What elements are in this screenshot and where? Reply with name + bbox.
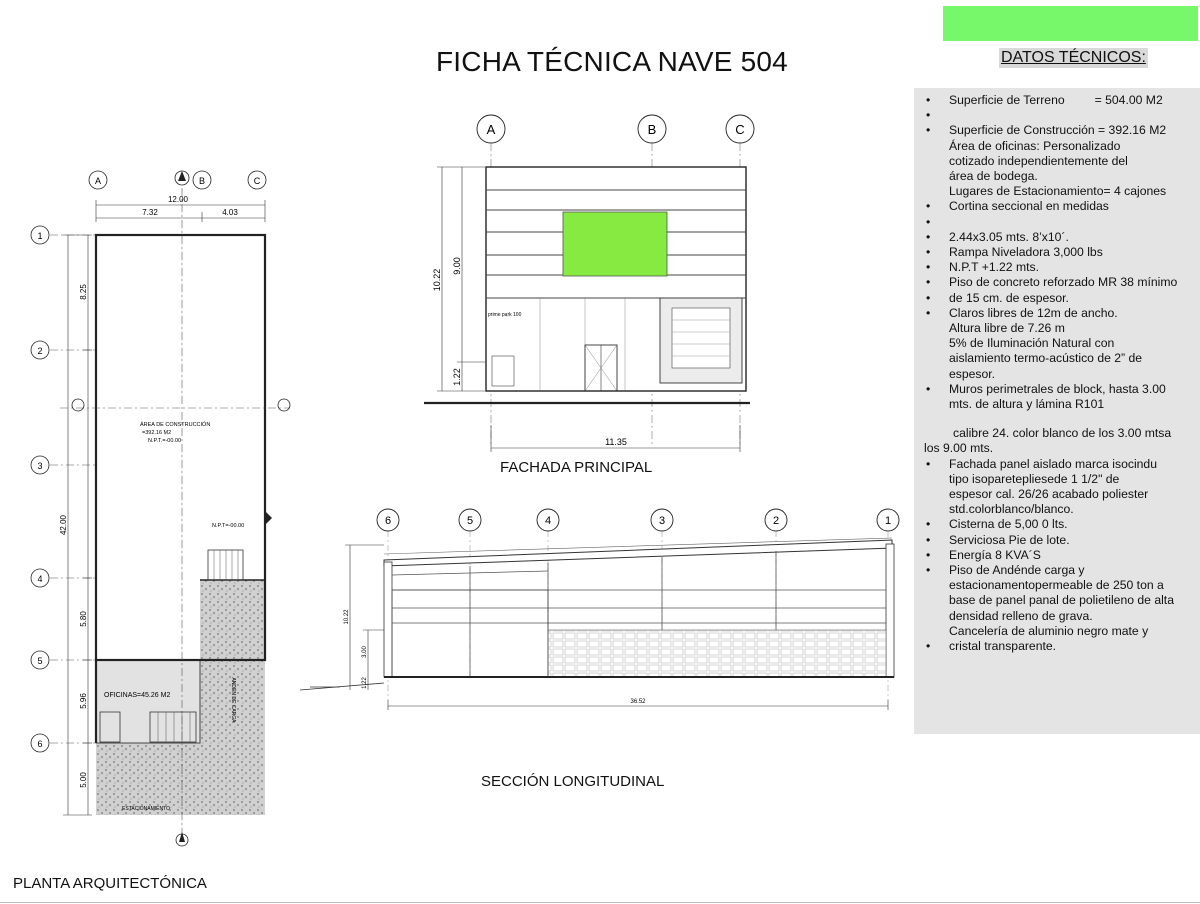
seccion-col-2: 2 [772, 515, 780, 527]
seccion-roof [384, 540, 892, 566]
spec-item [922, 108, 1198, 123]
seccion-col-6: 6 [384, 515, 392, 527]
planta-grid-cols [89, 171, 266, 189]
planta-col-c: C [253, 176, 261, 186]
spec-item [922, 563, 1198, 578]
spec-item [922, 215, 1198, 230]
spec-text: espesor. [949, 366, 996, 381]
spec-text: Energía 8 KVA´S [949, 547, 1041, 562]
fachada-col-b: B [647, 122, 657, 137]
spec-item [922, 139, 1198, 154]
spec-item [922, 639, 1198, 654]
spec-item [922, 93, 1198, 108]
spec-text: base de panel panal de polietileno de alta [949, 593, 1174, 608]
planta-dim-seg-4: 5.00 [79, 772, 88, 788]
spec-item [922, 457, 1198, 472]
planta-row-3: 3 [37, 461, 43, 471]
spec-text: Serviciosa Pie de lote. [949, 532, 1070, 547]
spec-item [922, 245, 1198, 260]
planta-dim-seg-2: 5.80 [79, 611, 88, 627]
seccion-col-5: 5 [466, 515, 474, 527]
spec-text: tipo isoparetepliesede 1 1/2" de [949, 471, 1120, 486]
fachada-sign-text: prime park 100 [488, 312, 522, 318]
spec-item [922, 351, 1198, 366]
spec-text: Piso de Andénde carga y [949, 563, 1085, 578]
spec-item [922, 397, 1198, 412]
spec-text: Cisterna de 5,00 0 lts. [949, 517, 1068, 532]
green-header-bar [943, 6, 1198, 41]
seccion-block-wall [548, 630, 886, 677]
spec-text: Área de oficinas: Personalizado [949, 138, 1121, 153]
planta-col-a: A [94, 176, 102, 186]
planta-row-1: 1 [37, 231, 43, 241]
spec-item [922, 336, 1198, 351]
fachada-dim-width: 11.35 [605, 437, 627, 447]
spec-item [922, 367, 1198, 382]
spec-text: Cortina seccional en medidas [949, 199, 1109, 214]
spec-item [922, 154, 1198, 169]
planta-caption: PLANTA ARQUITECTÓNICA [13, 875, 207, 892]
spec-text: Fachada panel aislado marca isocindu [949, 456, 1157, 471]
spec-text: cristal transparente. [949, 639, 1057, 654]
seccion-longitudinal-drawing [290, 505, 910, 715]
spec-text: aislamiento termo-acústico de 2” de [949, 351, 1143, 366]
spec-text: Cancelería de aluminio negro mate y [949, 623, 1149, 638]
spec-text: Superficie de Construcción = 392.16 M2 [949, 123, 1167, 138]
spec-item [922, 533, 1198, 548]
seccion-dim-height: 10.22 [344, 609, 350, 625]
spec-value: = 504.00 M2 [1094, 93, 1163, 107]
spec-text: 5% de Iluminación Natural con [949, 336, 1115, 351]
spec-text: 2.44x3.05 mts. 8’x10´. [949, 229, 1069, 244]
planta-dim-seg-3: 5.96 [79, 693, 88, 709]
seccion-col-3: 3 [658, 515, 666, 527]
seccion-dim-base: 1.22 [362, 677, 368, 689]
spec-text: Claros libres de 12m de ancho. [949, 305, 1118, 320]
spec-text: std.colorblanco/blanco. [949, 502, 1074, 517]
planta-dim-right: 4.03 [222, 208, 238, 217]
spec-text: mts. de altura y lámina R101 [949, 397, 1105, 412]
bottom-rule [0, 902, 1200, 903]
planta-estacionamiento-area [96, 743, 200, 815]
spec-item [922, 441, 1198, 456]
spec-item [922, 517, 1198, 532]
spec-text: área de bodega. [949, 169, 1038, 183]
seccion-dim-length: 36.52 [630, 699, 646, 705]
seccion-col-4: 4 [544, 515, 552, 527]
spec-item [922, 487, 1198, 502]
spec-text: calibre 24. color blanco de los 3.00 mtsa [953, 426, 1172, 441]
planta-oficinas-area [96, 660, 200, 743]
spec-text: N.P.T +1.22 mts. [949, 260, 1039, 275]
spec-text: cotizado independientemente del [949, 153, 1128, 168]
spec-text: Lugares de Estacionamiento= 4 cajones [949, 184, 1167, 199]
spec-item [922, 169, 1198, 184]
planta-grid-rows [31, 226, 49, 752]
spec-item [922, 472, 1198, 487]
planta-npt-label-2: N.P.T=-00.00 [212, 523, 245, 529]
spec-text: estacionamentopermeable de 250 ton a [949, 578, 1164, 593]
seccion-col-1: 1 [884, 515, 892, 527]
planta-arquitectonica-drawing [0, 150, 300, 870]
planta-dim-total-length: 42.00 [59, 514, 68, 536]
spec-item [922, 502, 1198, 517]
planta-dim-seg-1: 8.25 [79, 284, 88, 300]
spec-item [922, 291, 1198, 306]
spec-item [922, 306, 1198, 321]
spec-item [922, 382, 1198, 397]
spec-item [922, 426, 1198, 441]
spec-item [922, 321, 1198, 336]
fachada-principal-drawing [420, 110, 770, 460]
page-title: FICHA TÉCNICA NAVE 504 [436, 46, 788, 77]
spec-text: de 15 cm. de espesor. [949, 290, 1069, 305]
planta-anden-label: ANDÉN DE CARGA [230, 677, 236, 723]
spec-item [922, 275, 1198, 290]
fachada-caption: FACHADA PRINCIPAL [500, 459, 653, 476]
fachada-col-c: C [735, 122, 745, 137]
spec-text: densidad relleno de grava. [949, 608, 1093, 623]
spec-item [922, 260, 1198, 275]
spec-item [922, 123, 1198, 138]
spec-item [922, 199, 1198, 214]
spec-item [922, 593, 1198, 608]
specs-list-container [922, 93, 1198, 654]
seccion-caption: SECCIÓN LONGITUDINAL [481, 773, 665, 790]
planta-dim-left: 7.32 [142, 208, 158, 217]
fachada-green-panel [563, 212, 667, 276]
planta-row-4: 4 [37, 574, 43, 584]
planta-row-5: 5 [37, 656, 43, 666]
planta-row-2: 2 [37, 346, 43, 356]
spec-text: Rampa Niveladora 3,000 lbs [949, 245, 1103, 259]
spec-text: Altura libre de 7.26 m [949, 321, 1065, 336]
planta-row-6: 6 [37, 739, 43, 749]
planta-estacionamiento-label: ESTACIONAMIENTO [122, 806, 170, 812]
fachada-dim-height: 9.00 [452, 257, 462, 275]
spec-item [922, 230, 1198, 245]
specs-list [922, 93, 1198, 654]
fachada-col-a: A [486, 122, 496, 137]
spec-item [922, 609, 1198, 624]
planta-oficinas-label: OFICINAS=45.26 M2 [104, 692, 171, 699]
fachada-dim-total-height: 10.22 [432, 268, 442, 292]
planta-area-value: =392.16 M2 [142, 430, 172, 436]
seccion-dim-wall: 3.00 [362, 646, 368, 658]
spec-text: Piso de concreto reforzado MR 38 mínimo [949, 275, 1178, 290]
spec-item [922, 184, 1198, 199]
spec-text: los 9.00 mts. [924, 441, 994, 456]
fachada-dim-base: 1.22 [452, 368, 462, 386]
planta-npt-label: N.P.T.=-00.00 [148, 438, 182, 444]
planta-col-b: B [198, 176, 206, 186]
spec-item [922, 548, 1198, 563]
spec-text: espesor cal. 26/26 acabado poliester [949, 487, 1149, 502]
spec-text: Muros perimetrales de block, hasta 3.00 [949, 381, 1166, 396]
spec-text: Superficie de Terreno [949, 93, 1065, 107]
datos-tecnicos-title: DATOS TÉCNICOS: [1001, 49, 1146, 66]
spec-item [922, 578, 1198, 593]
planta-dim-total-width: 12.00 [167, 195, 189, 204]
spec-item [922, 624, 1198, 639]
planta-area-label: ÁREA DE CONSTRUCCIÓN [140, 422, 211, 428]
